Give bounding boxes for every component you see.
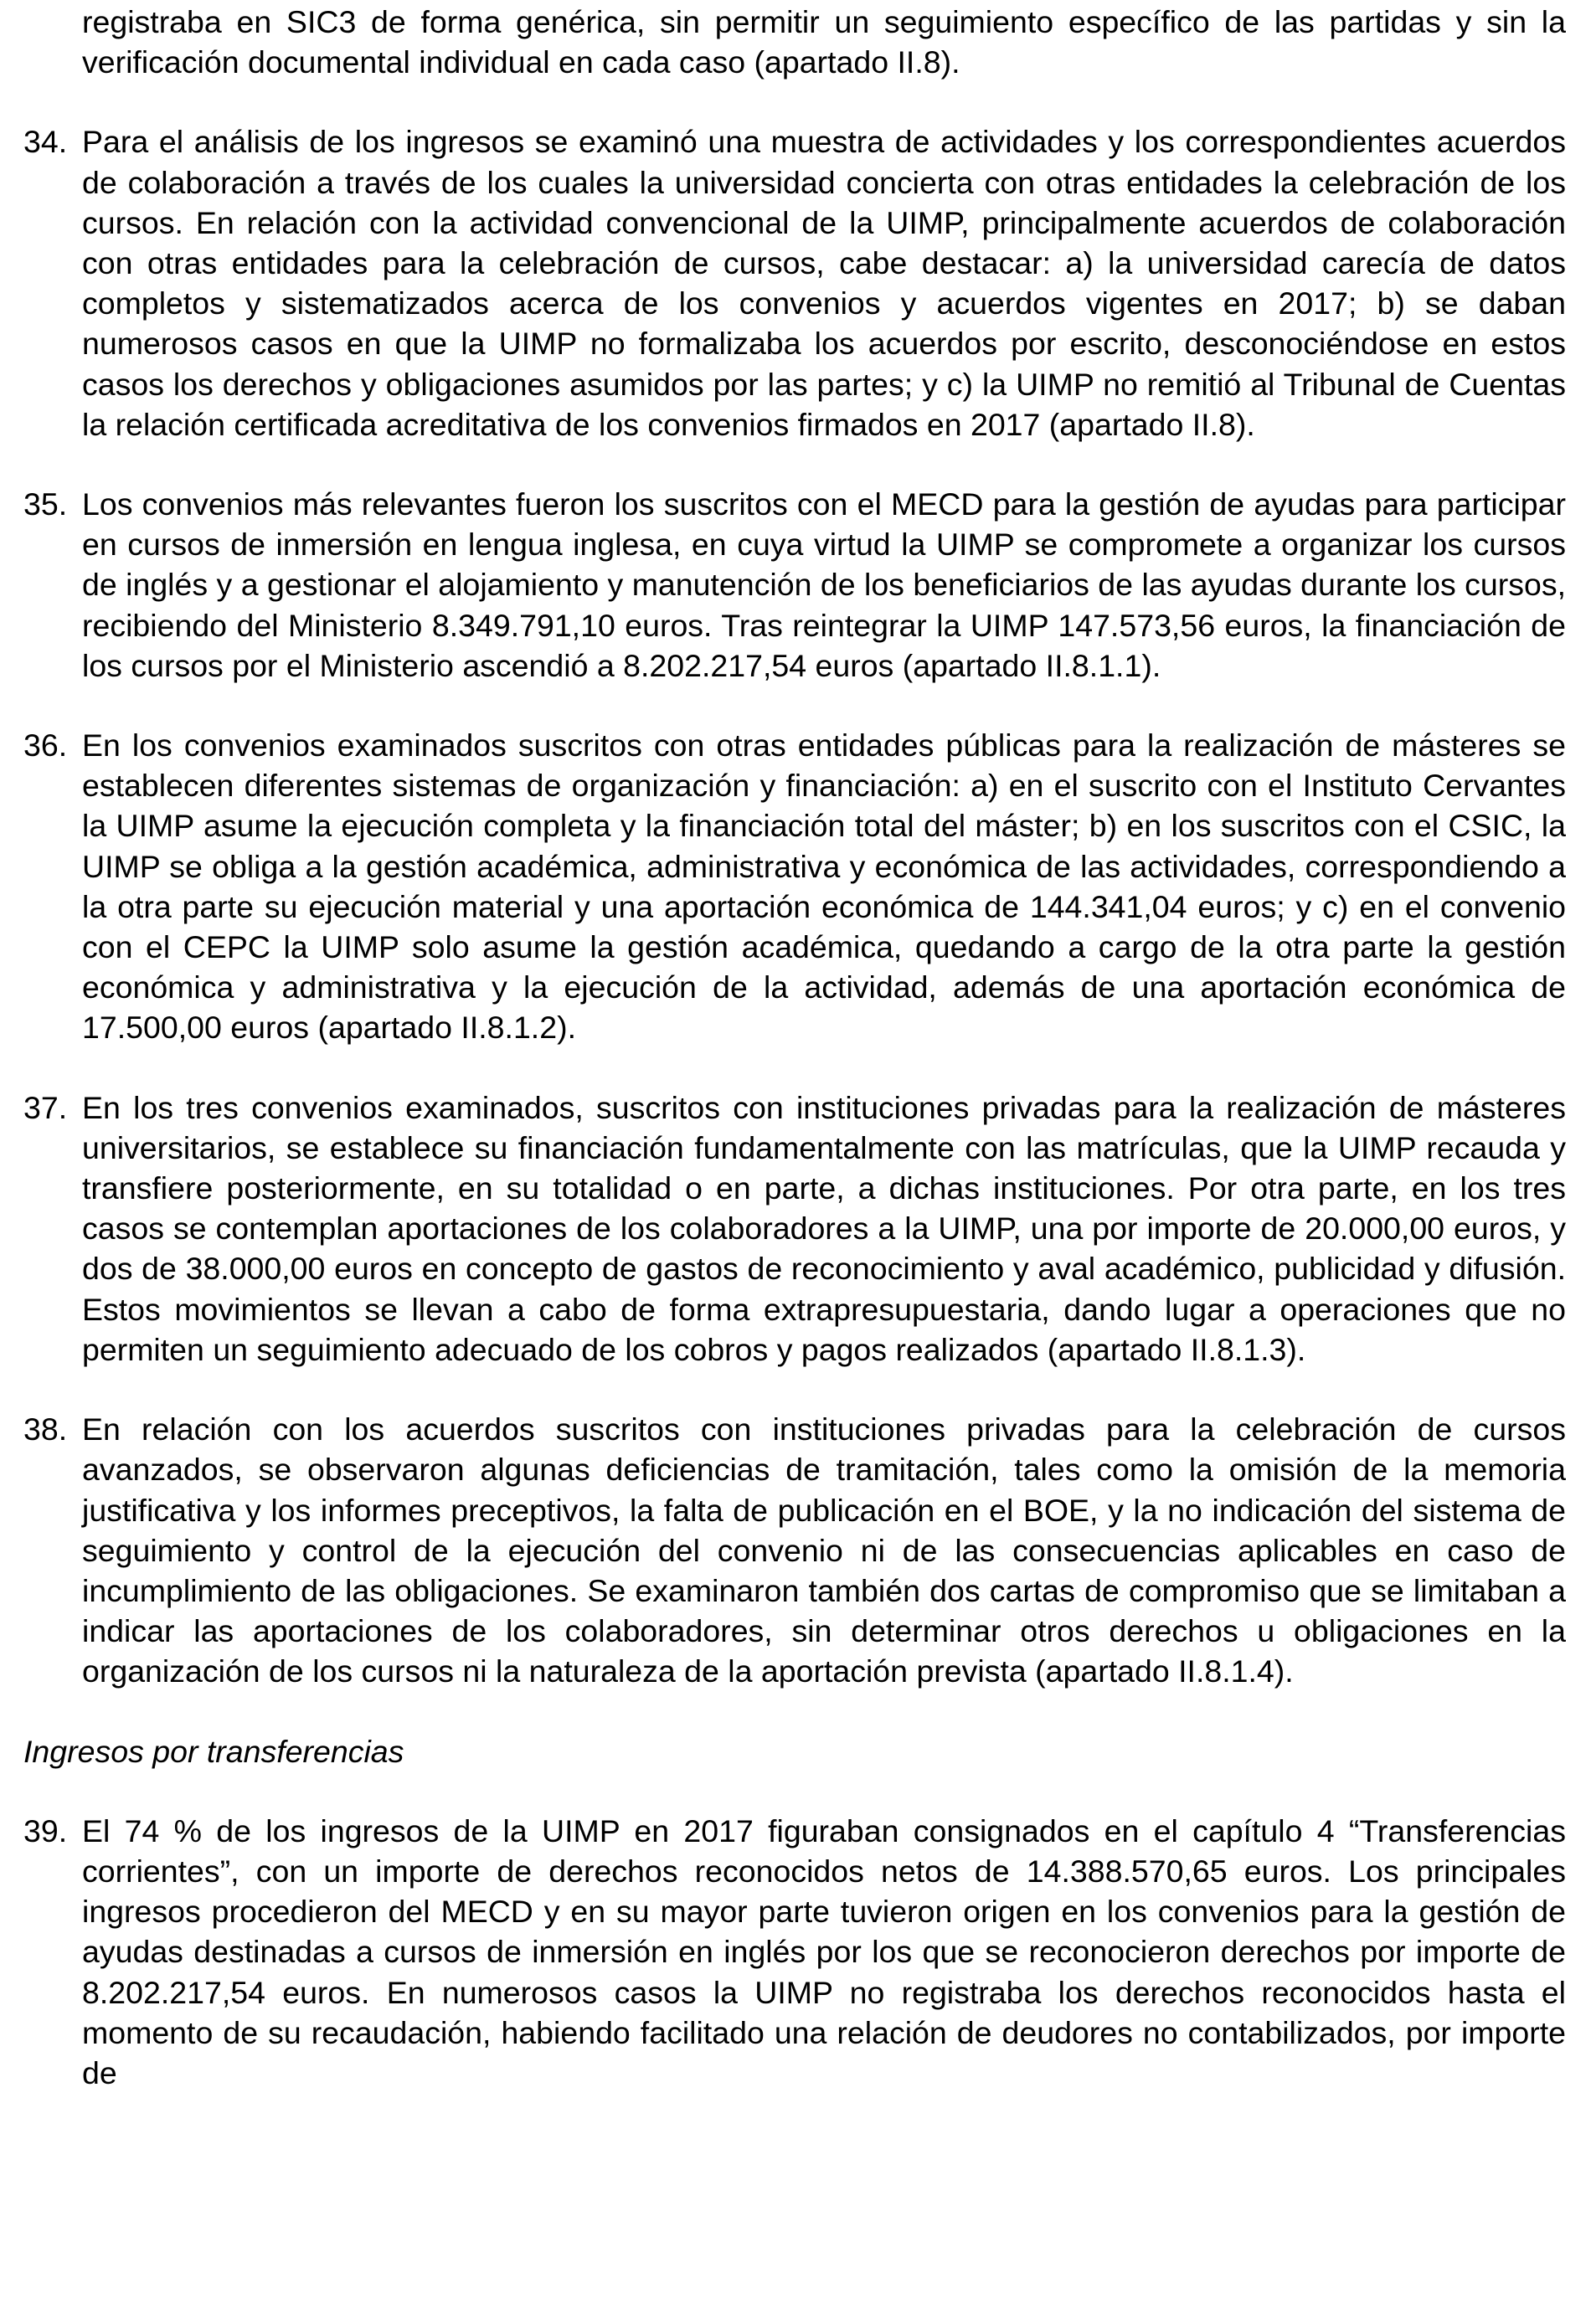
paragraph-text: En relación con los acuerdos suscritos con instituciones privadas para la celebración de cursos avanzados, se observaron algunas deficiencias de tramitación, tales como la omisión de la memoria justificativa y los informes preceptivos, la falta de publicación en el BOE, y la no indicación del sistema de seguimiento y control de la ejecución del convenio ni de las consecuencias aplicables en caso de incumplimiento de las obligaciones. Se examinaron también dos cartas de compromiso que se limitaban a indicar las aportaciones de los colaboradores, sin determinar otros derechos u obligaciones en la organización de los cursos ni la naturaleza de la aportación prevista (apartado II.8.1.4).	[82, 1411, 1566, 1689]
continuation-paragraph: registraba en SIC3 de forma genérica, sin permitir un seguimiento específico de las partidas y sin la verificación documental individual en cada caso (apartado II.8).	[82, 4, 1566, 80]
paragraph-number: 37.	[23, 1089, 68, 1125]
numbered-paragraph-36	[23, 725, 1566, 1048]
document-page	[23, 0, 1566, 2324]
paragraph-number: 35.	[23, 486, 68, 522]
paragraph-text: En los tres convenios examinados, suscritos con instituciones privadas para la realización de másteres universitarios, se establece su financiación fundamentalmente con las matrículas, que la UIMP recauda y transfiere posteriormente, en su totalidad o en parte, a dichas instituciones. Por otra parte, en los tres casos se contemplan aportaciones de los colaboradores a la UIMP, una por importe de 20.000,00 euros, y dos de 38.000,00 euros en concepto de gastos de reconocimiento y aval académico, publicidad y difusión. Estos movimientos se llevan a cabo de forma extrapresupuestaria, dando lugar a operaciones que no permiten un seguimiento adecuado de los cobros y pagos realizados (apartado II.8.1.3).	[82, 1089, 1566, 1367]
numbered-paragraph-39	[23, 1811, 1566, 2093]
paragraph-text: El 74 % de los ingresos de la UIMP en 2017 figuraban consignados en el capítulo 4 “Transferencias corrientes”, con un importe de derechos reconocidos netos de 14.388.570,65 euros. Los principales ingresos procedieron del MECD y en su mayor parte tuvieron origen en los convenios para la gestión de ayudas destinadas a cursos de inmersión en inglés por los que se reconocieron derechos por importe de 8.202.217,54 euros. En numerosos casos la UIMP no registraba los derechos reconocidos hasta el momento de su recaudación, habiendo facilitado una relación de deudores no contabilizados, por importe de	[82, 1812, 1566, 2090]
numbered-paragraph-38	[23, 1409, 1566, 1691]
paragraph-number: 39.	[23, 1812, 68, 1848]
section-heading: Ingresos por transferencias	[23, 1733, 404, 1769]
numbered-paragraph-34	[23, 121, 1566, 445]
paragraph-number: 38.	[23, 1411, 68, 1447]
paragraph-text: Los convenios más relevantes fueron los suscritos con el MECD para la gestión de ayudas para participar en cursos de inmersión en lengua inglesa, en cuya virtud la UIMP se compromete a organizar los cursos de inglés y a gestionar el alojamiento y manutención de los beneficiarios de las ayudas durante los cursos, recibiendo del Ministerio 8.349.791,10 euros. Tras reintegrar la UIMP 147.573,56 euros, la financiación de los cursos por el Ministerio ascendió a 8.202.217,54 euros (apartado II.8.1.1).	[82, 486, 1566, 683]
paragraph-number: 34.	[23, 124, 68, 160]
numbered-paragraph-35	[23, 484, 1566, 686]
paragraph-number: 36.	[23, 728, 68, 764]
paragraph-text: En los convenios examinados suscritos con otras entidades públicas para la realización de másteres se establecen diferentes sistemas de organización y financiación: a) en el suscrito con el Instituto Cervantes la UIMP asume la ejecución completa y la financiación total del máster; b) en los suscritos con el CSIC, la UIMP se obliga a la gestión académica, administrativa y económica de las actividades, correspondiendo a la otra parte su ejecución material y una aportación económica de 144.341,04 euros; y c) en el convenio con el CEPC la UIMP solo asume la gestión académica, quedando a cargo de la otra parte la gestión económica y administrativa y la ejecución de la actividad, además de una aportación económica de 17.500,00 euros (apartado II.8.1.2).	[82, 728, 1566, 1046]
numbered-paragraph-37	[23, 1087, 1566, 1370]
paragraph-text: Para el análisis de los ingresos se examinó una muestra de actividades y los correspondientes acuerdos de colaboración a través de los cuales la universidad concierta con otras entidades la celebración de los cursos. En relación con la actividad convencional de la UIMP, principalmente acuerdos de colaboración con otras entidades para la celebración de cursos, cabe destacar: a) la universidad carecía de datos completos y sistematizados acerca de los convenios y acuerdos vigentes en 2017; b) se daban numerosos casos en que la UIMP no formalizaba los acuerdos por escrito, desconociéndose en estos casos los derechos y obligaciones asumidos por las partes; y c) la UIMP no remitió al Tribunal de Cuentas la relación certificada acreditativa de los convenios firmados en 2017 (apartado II.8).	[82, 124, 1566, 442]
